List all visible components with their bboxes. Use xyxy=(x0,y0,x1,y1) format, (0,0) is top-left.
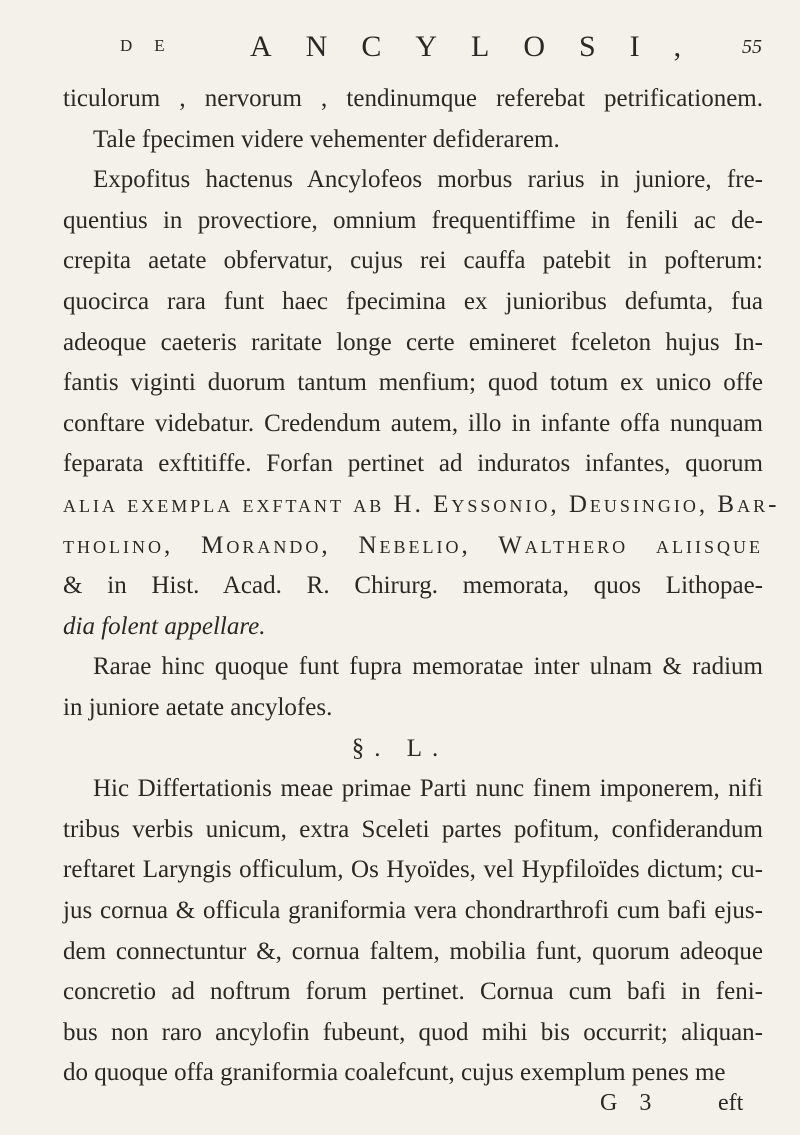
text-line-23: concretio ad noftrum forum pertinet. Cornua cum bafi in feni- xyxy=(63,978,763,1006)
text-line-10: feparata exftitiffe. Forfan pertinet ad induratos infantes, quorum xyxy=(63,450,763,478)
text-line-25: do quoque offa graniformia coalefcunt, cujus exemplum penes me xyxy=(63,1059,726,1087)
text-line-3: Expofitus hactenus Ancylofeos morbus rarius in juniore, fre- xyxy=(93,166,763,194)
text-line-8: fantis viginti duorum tantum menfium; quod totum ex unico offe xyxy=(63,369,763,397)
text-line-21: jus cornua & officula graniformia vera chondrarthrofi cum bafi ejus- xyxy=(63,897,763,924)
text-line-7: adeoque caeteris raritate longe certe emineret fceleton hujus In- xyxy=(63,328,763,356)
page-number: 55 xyxy=(742,36,762,58)
text-line-1: ticulorum , nervorum , tendinumque referebat petrificationem. xyxy=(63,85,763,112)
text-line-19: tribus verbis unicum, extra Sceleti partes pofitum, confiderandum xyxy=(63,815,763,843)
text-line-2: Tale fpecimen videre vehementer defiderarem. xyxy=(93,125,560,153)
text-line-11: alia exempla exftant ab H. Eyssonio, Deusingio, Bar- xyxy=(63,491,780,518)
text-line-18: Hic Differtationis meae primae Parti nunc finem imponerem, nifi xyxy=(93,775,763,803)
text-line-16: in juniore aetate ancylofes. xyxy=(63,694,333,721)
text-line-14: dia folent appellare. xyxy=(63,612,266,640)
text-line-12: tholino, Morando, Nebelio, Walthero aliisque xyxy=(63,531,763,559)
text-line-9: conftare videbatur. Credendum autem, illo in infante offa nunquam xyxy=(63,409,763,437)
catchword: eft xyxy=(718,1090,744,1116)
text-line-24: bus non raro ancylofin fubeunt, quod mihi bis occurrit; aliquan- xyxy=(63,1018,763,1046)
running-header xyxy=(120,30,762,70)
section-heading: §. L. xyxy=(351,734,449,762)
text-line-20: reftaret Laryngis officulum, Os Hyoïdes, vel Hypfiloïdes dictum; cu- xyxy=(63,856,763,884)
text-line-4: quentius in provectiore, omnium frequentiffime in fenili ac de- xyxy=(63,206,763,234)
text-line-6: quocirca rara funt haec fpecimina ex junioribus defumta, fua xyxy=(63,288,763,315)
signature-mark: G 3 xyxy=(600,1090,660,1116)
text-line-22: dem connectuntur &, cornua faltem, mobilia funt, quorum adeoque xyxy=(63,937,763,965)
header-de: DE xyxy=(120,36,187,55)
text-line-13: & in Hist. Acad. R. Chirurg. memorata, quos Lithopae- xyxy=(63,572,763,600)
text-line-15: Rarae hinc quoque funt fupra memoratae inter ulnam & radium xyxy=(93,653,763,681)
text-line-5: crepita aetate obfervatur, cujus rei cauffa patebit in pofterum: xyxy=(63,247,763,275)
header-title: ANCYLOSI, xyxy=(250,30,716,63)
